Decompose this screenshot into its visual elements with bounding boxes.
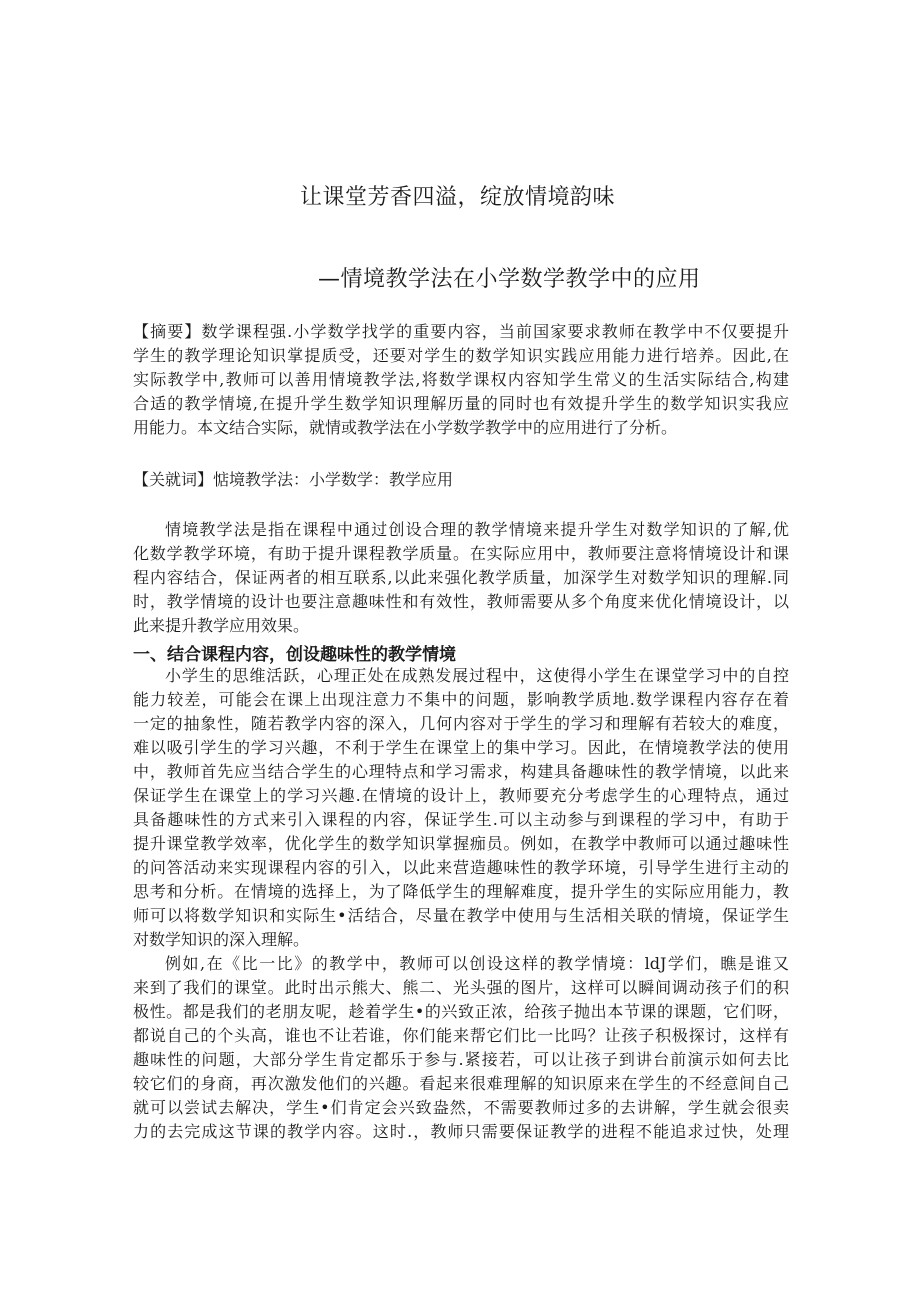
intro-paragraph (133, 518, 789, 638)
abstract-paragraph (133, 320, 789, 440)
intro-line: 程内容结合，保证两者的相互联系,以此来强化教学质量，加深学生对数学知识的理解.同 (133, 568, 789, 587)
abstract-line: 用能力。本文结合实际，就情或教学法在小学数学教学中的应用进行了分析。 (133, 418, 678, 437)
body-paragraph (133, 952, 789, 1144)
section-heading: 一、结合课程内容，创设趣味性的教学情境 (133, 645, 456, 665)
keywords-paragraph (133, 468, 789, 492)
paragraph-line: 较它们的身商，再次激发他们的兴趣。看起来很难理解的知识原来在学生的不经意间自己 (133, 1074, 789, 1093)
abstract-line: 合适的教学情境,在提升学生数学知识理解历量的同时也有效提升学生的数学知识实我应 (133, 394, 789, 413)
paragraph-line: 例如,在《比一比》的教学中，教师可以创设这样的教学情境：ldJ学们，瞧是谁又 (165, 954, 789, 973)
paragraph-line: 能力较差，可能会在课上出现注意力不集中的问题，影响教学质地.数学课程内容存在着 (133, 690, 789, 709)
abstract-line: 学生的教学理论知识掌提质受，还要对学生的数学知识实践应用能力进行培养。因此,在 (133, 346, 789, 365)
paragraph-line: 极性。都是我们的老朋友呢，趁着学生•的兴致正浓，给孩子抛出本节课的课题，它们呀， (133, 1002, 789, 1021)
paragraph-line: 小学生的思维活跃，心理正处在成熟发展过程中，这使得小学生在课堂学习中的自控 (165, 666, 789, 685)
intro-line: 情境教学法是指在课程中通过创设合理的教学情境来提升学生对数学知识的了解,优 (165, 520, 789, 539)
paragraph-line: 保证学生在课堂上的学习兴趣.在情境的设计上，教师要充分考虑学生的心理特点，通过 (133, 786, 789, 805)
body-paragraph (133, 664, 789, 952)
paragraph-line: 中，教师首先应当结合学生的心理特点和学习需求，构建具备趣味性的教学情境，以此来 (133, 762, 789, 781)
document-title: 让课堂芳香四溢，绽放情境韵味 (300, 185, 616, 210)
abstract-line: 实际教学中,教师可以善用情境教学法,将数学课权内容知学生常义的生活实际结合,构建 (133, 370, 789, 389)
paragraph-line: 师可以将数学知识和实际生•活结合，尽量在教学中使用与生活相关联的情境，保证学生 (133, 906, 789, 925)
paragraph-line: 难以吸引学生的学习兴趣，不利于学生在课堂上的集中学习。因此，在情境教学法的使用 (133, 738, 789, 757)
paragraph-line: 提升课堂教学效率，优化学生的数学知识掌握痂员。例如，在教学中教师可以通过趣味性 (133, 834, 789, 853)
paragraph-line: 来到了我们的课堂。此时出示熊大、熊二、光头强的图片，这样可以瞬间调动孩子们的积 (133, 978, 789, 997)
paragraph-line: 就可以尝试去解决，学生•们肯定会兴致盎然，不需要教师过多的去讲解，学生就会很卖 (133, 1098, 789, 1117)
keywords-line: 【关就词】惦境教学法：小学数学：教学应用 (133, 470, 454, 489)
intro-line: 此来提升教学应用效果。 (133, 616, 310, 635)
paragraph-line: 思考和分析。在情境的选择上，为了降低学生的理解难度，提升学生的实际应用能力，教 (133, 882, 789, 901)
paragraph-line: 趣味性的问题，大部分学生肯定都乐于参与.紧接若，可以让孩子到讲台前演示如何去比 (133, 1050, 789, 1069)
paragraph-line: 力的去完成这节课的教学内容。这时.，教师只需要保证教学的进程不能追求过快，处理 (133, 1122, 789, 1141)
paragraph-line: 的问答活动来实现课程内容的引入，以此来营造趣味性的教学环境，引导学生进行主动的 (133, 858, 789, 877)
abstract-line: 【摘要】数学课程强.小学数学找学的重要内容，当前国家要求教师在教学中不仅要提升 (133, 322, 789, 341)
paragraph-line: 一定的抽象性，随若教学内容的深入，几何内容对于学生的学习和理解有若较大的难度， (133, 714, 789, 733)
intro-line: 时，教学情境的设计也要注意趣味性和有效性，教师需要从多个角度来优化情境设计，以 (133, 592, 789, 611)
document-subtitle: —情境教学法在小学数学教学中的应用 (318, 267, 701, 292)
paragraph-line: 对数学知识的深入理解。 (133, 930, 310, 949)
paragraph-line: 都说自己的个头高，谁也不让若谁，你们能来帮它们比一比吗？让孩子积极探讨，这样有 (133, 1026, 789, 1045)
paragraph-line: 具备趣味性的方式来引入课程的内容，保证学生.可以主动参与到课程的学习中，有助于 (133, 810, 789, 829)
intro-line: 化数学教学环境，有助于提升课程教学质量。在实际应用中，教师要注意将情境设计和课 (133, 544, 789, 563)
